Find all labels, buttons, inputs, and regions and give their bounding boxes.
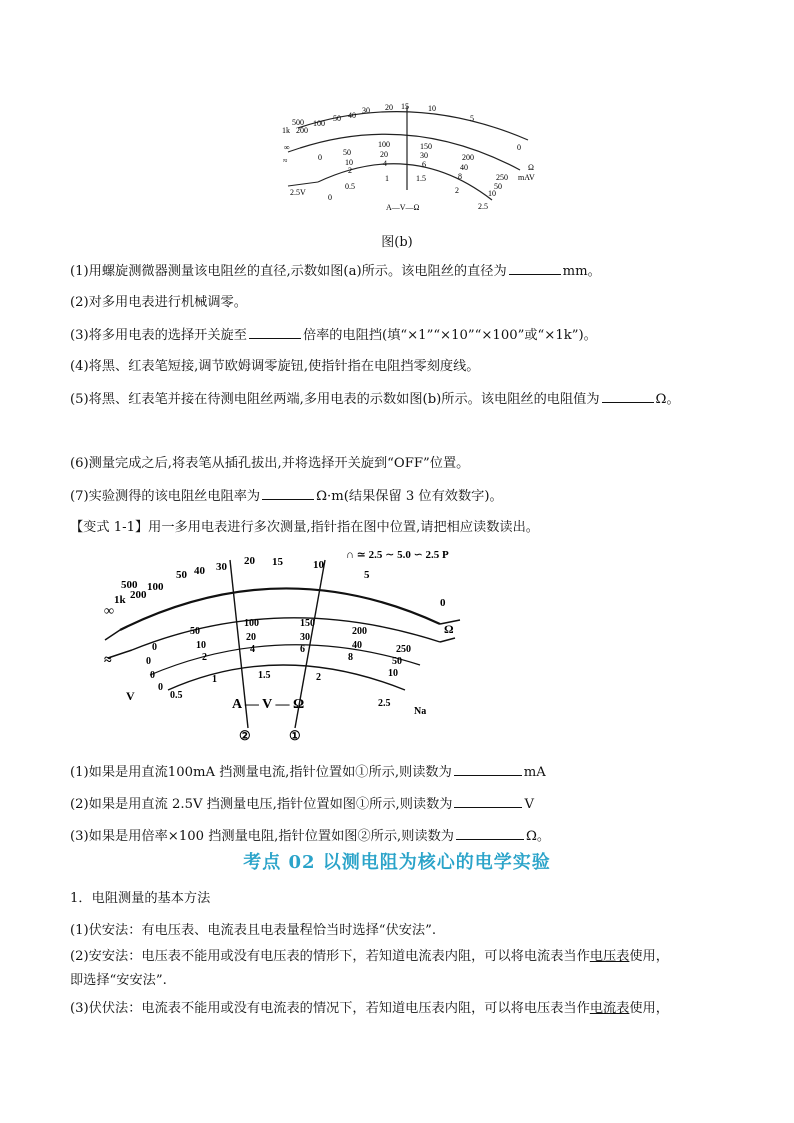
tick-label: 5	[470, 114, 474, 123]
tick-label: 30	[216, 561, 227, 573]
tick-label: 50	[343, 148, 351, 157]
tick-label: 6	[300, 644, 305, 655]
tick-label: 20	[385, 103, 393, 112]
question-line	[70, 294, 740, 312]
tick-label: 10	[313, 559, 324, 571]
question-text: (6)测量完成之后,将表笔从插孔拔出,并将选择开关旋到“OFF”位置。	[70, 456, 470, 471]
pointer-2-label: ②	[239, 728, 251, 743]
tick-label: 4	[250, 644, 255, 655]
ac-symbol: ≈	[283, 156, 288, 165]
tick-label: 150	[420, 142, 432, 151]
tick-label: 250	[396, 644, 411, 655]
unit-label: mAV	[518, 173, 535, 182]
tick-label: 8	[458, 172, 462, 181]
tick-label: 30	[300, 632, 310, 643]
tick-label: 2.5	[478, 202, 488, 211]
question-text: 倍率的电阻挡(填“×1”“×10”“×100”或“×1k”)。	[302, 328, 597, 343]
multimeter-dial-c	[0, 540, 794, 770]
avo-label: A — V — Ω	[232, 697, 305, 712]
tick-label: 500	[121, 579, 138, 591]
tick-label: 0	[150, 670, 155, 681]
range-label: 2.5V	[290, 188, 306, 197]
tick-label: 30	[362, 106, 370, 115]
tick-label: 6	[422, 160, 426, 169]
method-1: (1)伏安法：有电压表、电流表且电表量程恰当时选择“伏安法”.	[70, 923, 437, 938]
tick-label: 200	[462, 153, 474, 162]
avo-label: A—V—Ω	[386, 203, 420, 212]
question-text: V	[524, 797, 534, 812]
tick-label: 40	[460, 163, 468, 172]
underlined-term: 电流表	[589, 1001, 630, 1016]
tick-label: 2	[348, 166, 352, 175]
method-text: 使用，	[629, 949, 669, 964]
method-2	[70, 948, 740, 966]
tick-label: 40	[352, 640, 362, 651]
question-text: (2)对多用电表进行机械调零。	[70, 295, 247, 310]
method-text: (3)伏伏法：电流表不能用或没有电流表的情况下，若知道电压表内阻，可以将电压表当作	[70, 1001, 590, 1016]
tick-label: 250	[496, 173, 508, 182]
tick-label: 200	[296, 126, 308, 135]
tick-label: 500	[292, 118, 304, 127]
tick-label: 100	[147, 581, 164, 593]
answer-blank[interactable]	[456, 827, 524, 840]
method-2-cont: 即选择“安安法”.	[70, 973, 167, 988]
tick-label: ∞	[104, 604, 114, 619]
tick-label: 10	[345, 158, 353, 167]
tick-label: 10	[428, 104, 436, 113]
question-text: (2)如果是用直流 2.5V 挡测量电压,指针位置如图①所示,则读数为	[70, 797, 453, 812]
question-text: (3)如果是用倍率×100 挡测量电阻,指针位置如图②所示,则读数为	[70, 829, 454, 844]
unit-label: Ω	[444, 622, 454, 636]
section-title: 考点 02 以测电阻为核心的电学实验	[243, 852, 551, 873]
tick-label: 1	[385, 174, 389, 183]
tick-label: 50	[176, 569, 187, 581]
tick-label: ∞	[284, 143, 290, 152]
tick-label: 2.5	[378, 698, 391, 709]
ohm-scale-c	[104, 549, 454, 636]
tick-label: 50	[494, 182, 502, 191]
underlined-term: 电压表	[589, 949, 630, 964]
tick-label: 15	[401, 102, 409, 111]
question-text: mm。	[562, 264, 601, 279]
answer-blank[interactable]	[262, 487, 314, 500]
question-line	[70, 487, 740, 506]
tick-label: 0	[152, 642, 157, 653]
figure-caption-b: 图(b)	[381, 235, 413, 250]
answer-blank[interactable]	[602, 390, 654, 403]
answer-blank[interactable]	[509, 262, 561, 275]
tick-label: 50	[333, 114, 341, 123]
question-text: (1)如果是用直流100mA 挡测量电流,指针位置如①所示,则读数为	[70, 765, 452, 780]
question-line	[70, 795, 740, 814]
question-text: Ω·m(结果保留 3 位有效数字)。	[316, 489, 503, 504]
tick-label: 40	[194, 565, 205, 577]
method-text: (2)安安法：电压表不能用或没有电压表的情形下，若知道电流表内阻，可以将电流表当作	[70, 949, 590, 964]
tick-label: 5	[364, 569, 370, 581]
unit-label: Ω	[528, 163, 534, 172]
question-line	[70, 455, 740, 473]
tick-label: 200	[130, 589, 147, 601]
tick-label: 10	[488, 189, 496, 198]
tick-label: 150	[300, 618, 315, 629]
ac-symbol: ≈	[104, 653, 112, 668]
tick-label: 1k	[114, 594, 126, 606]
tick-label: 0	[328, 193, 332, 202]
answer-blank[interactable]	[454, 795, 522, 808]
method-heading: 1．电阻测量的基本方法	[70, 891, 211, 906]
tick-label: 100	[244, 618, 259, 629]
tick-label: 0	[517, 143, 521, 152]
tick-label: 10	[388, 668, 398, 679]
question-text: (1)用螺旋测微器测量该电阻丝的直径,示数如图(a)所示。该电阻丝的直径为	[70, 264, 507, 279]
question-text: Ω。	[525, 829, 551, 844]
na-label: Na	[414, 706, 427, 717]
tick-label: 0	[318, 153, 322, 162]
tick-label: 0	[146, 656, 151, 667]
question-text: Ω。	[655, 392, 680, 407]
tick-label: 0	[440, 597, 446, 609]
tick-label: 1	[212, 674, 217, 685]
tick-label: 1.5	[416, 174, 426, 183]
question-line	[70, 763, 740, 782]
variant-title: 【变式 1-1】用一多用电表进行多次测量,指针指在图中位置,请把相应读数读出。	[70, 520, 539, 535]
question-line	[70, 827, 740, 846]
current-scale-c	[146, 618, 411, 681]
tick-label: 4	[383, 159, 387, 168]
tick-label: 40	[348, 111, 356, 120]
symbol-row: ∩ ≃ 2.5 ∼ 5.0 ∽ 2.5 P	[346, 549, 449, 561]
pointer-1-label: ①	[289, 728, 301, 743]
method-text: 使用，	[629, 1001, 669, 1016]
answer-blank[interactable]	[249, 326, 301, 339]
question-text: mA	[523, 765, 546, 780]
tick-label: 20	[380, 150, 388, 159]
tick-label: 20	[244, 555, 255, 567]
tick-label: 8	[348, 652, 353, 663]
voltage-scale-c	[104, 653, 426, 743]
tick-label: 0.5	[345, 182, 355, 191]
tick-label: 1.5	[258, 670, 271, 681]
tick-label: 2	[316, 672, 321, 683]
tick-label: 10	[196, 640, 206, 651]
tick-label: 15	[272, 556, 283, 568]
tick-label: 1k	[282, 126, 290, 135]
question-text: (5)将黑、红表笔并接在待测电阻丝两端,多用电表的示数如图(b)所示。该电阻丝的电阻值为	[70, 392, 600, 407]
question-line	[70, 390, 740, 409]
answer-blank[interactable]	[454, 763, 522, 776]
tick-label: 2	[202, 652, 207, 663]
tick-label: 2	[455, 186, 459, 195]
tick-label: 100	[313, 119, 325, 128]
tick-label: 0.5	[170, 690, 183, 701]
tick-label: 50	[190, 626, 200, 637]
tick-label: 200	[352, 626, 367, 637]
tick-label: 20	[246, 632, 256, 643]
question-text: (3)将多用电表的选择开关旋至	[70, 328, 247, 343]
method-3	[70, 1000, 740, 1018]
multimeter-dial-b	[0, 0, 794, 230]
question-text: (7)实验测得的该电阻丝电阻率为	[70, 489, 261, 504]
range-label: V	[126, 689, 135, 703]
question-line	[70, 358, 740, 376]
tick-label: 50	[392, 656, 402, 667]
question-line	[70, 262, 740, 281]
tick-label: 30	[420, 151, 428, 160]
tick-label: 100	[378, 140, 390, 149]
tick-label: 0	[158, 682, 163, 693]
question-text: (4)将黑、红表笔短接,调节欧姆调零旋钮,使指针指在电阻挡零刻度线。	[70, 359, 480, 374]
question-line	[70, 326, 740, 345]
